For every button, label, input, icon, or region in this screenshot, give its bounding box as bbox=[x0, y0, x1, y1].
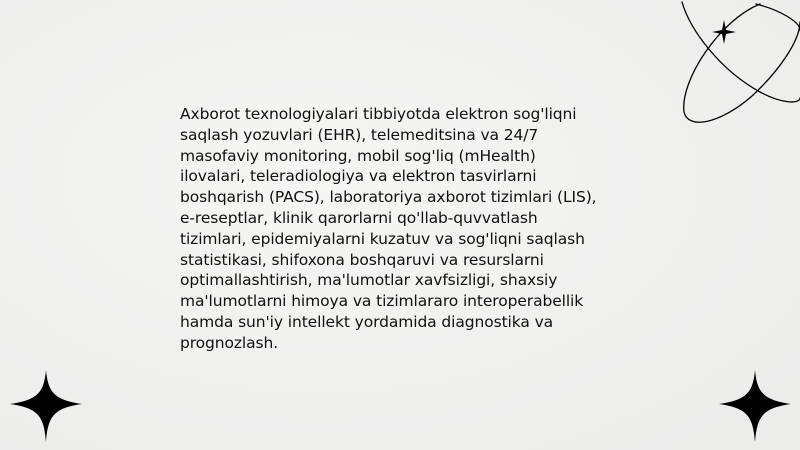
four-point-star-icon bbox=[10, 370, 82, 442]
four-point-star-icon bbox=[719, 370, 791, 442]
slide-body-text: Axborot texnologiyalari tibbiyotda elektron sog'liqni saqlash yozuvlari (EHR), telemeditsina va 24/7 masofaviy monitoring, mobil sog'liq (mHealth) ilovalari, teleradiologiya va elektron tasvirlarni boshqarish (PACS), laboratoriya axborot tizimlari (LIS), e-reseptlar, klinik qarorlarni qo'llab-quvvatlash tizimlari, epidemiyalarni kuzatuv va sog'liqni saqlash statistikasi, shifoxona boshqaruvi va resurslarni optimallashtirish, ma'lumotlar xavfsizligi, shaxsiy ma'lumotlarni himoya va tizimlararo interoperabellik hamda sun'iy intellekt yordamida diagnostika va prognozlash. bbox=[180, 105, 597, 352]
orbit-sparkle-icon bbox=[660, 0, 800, 130]
